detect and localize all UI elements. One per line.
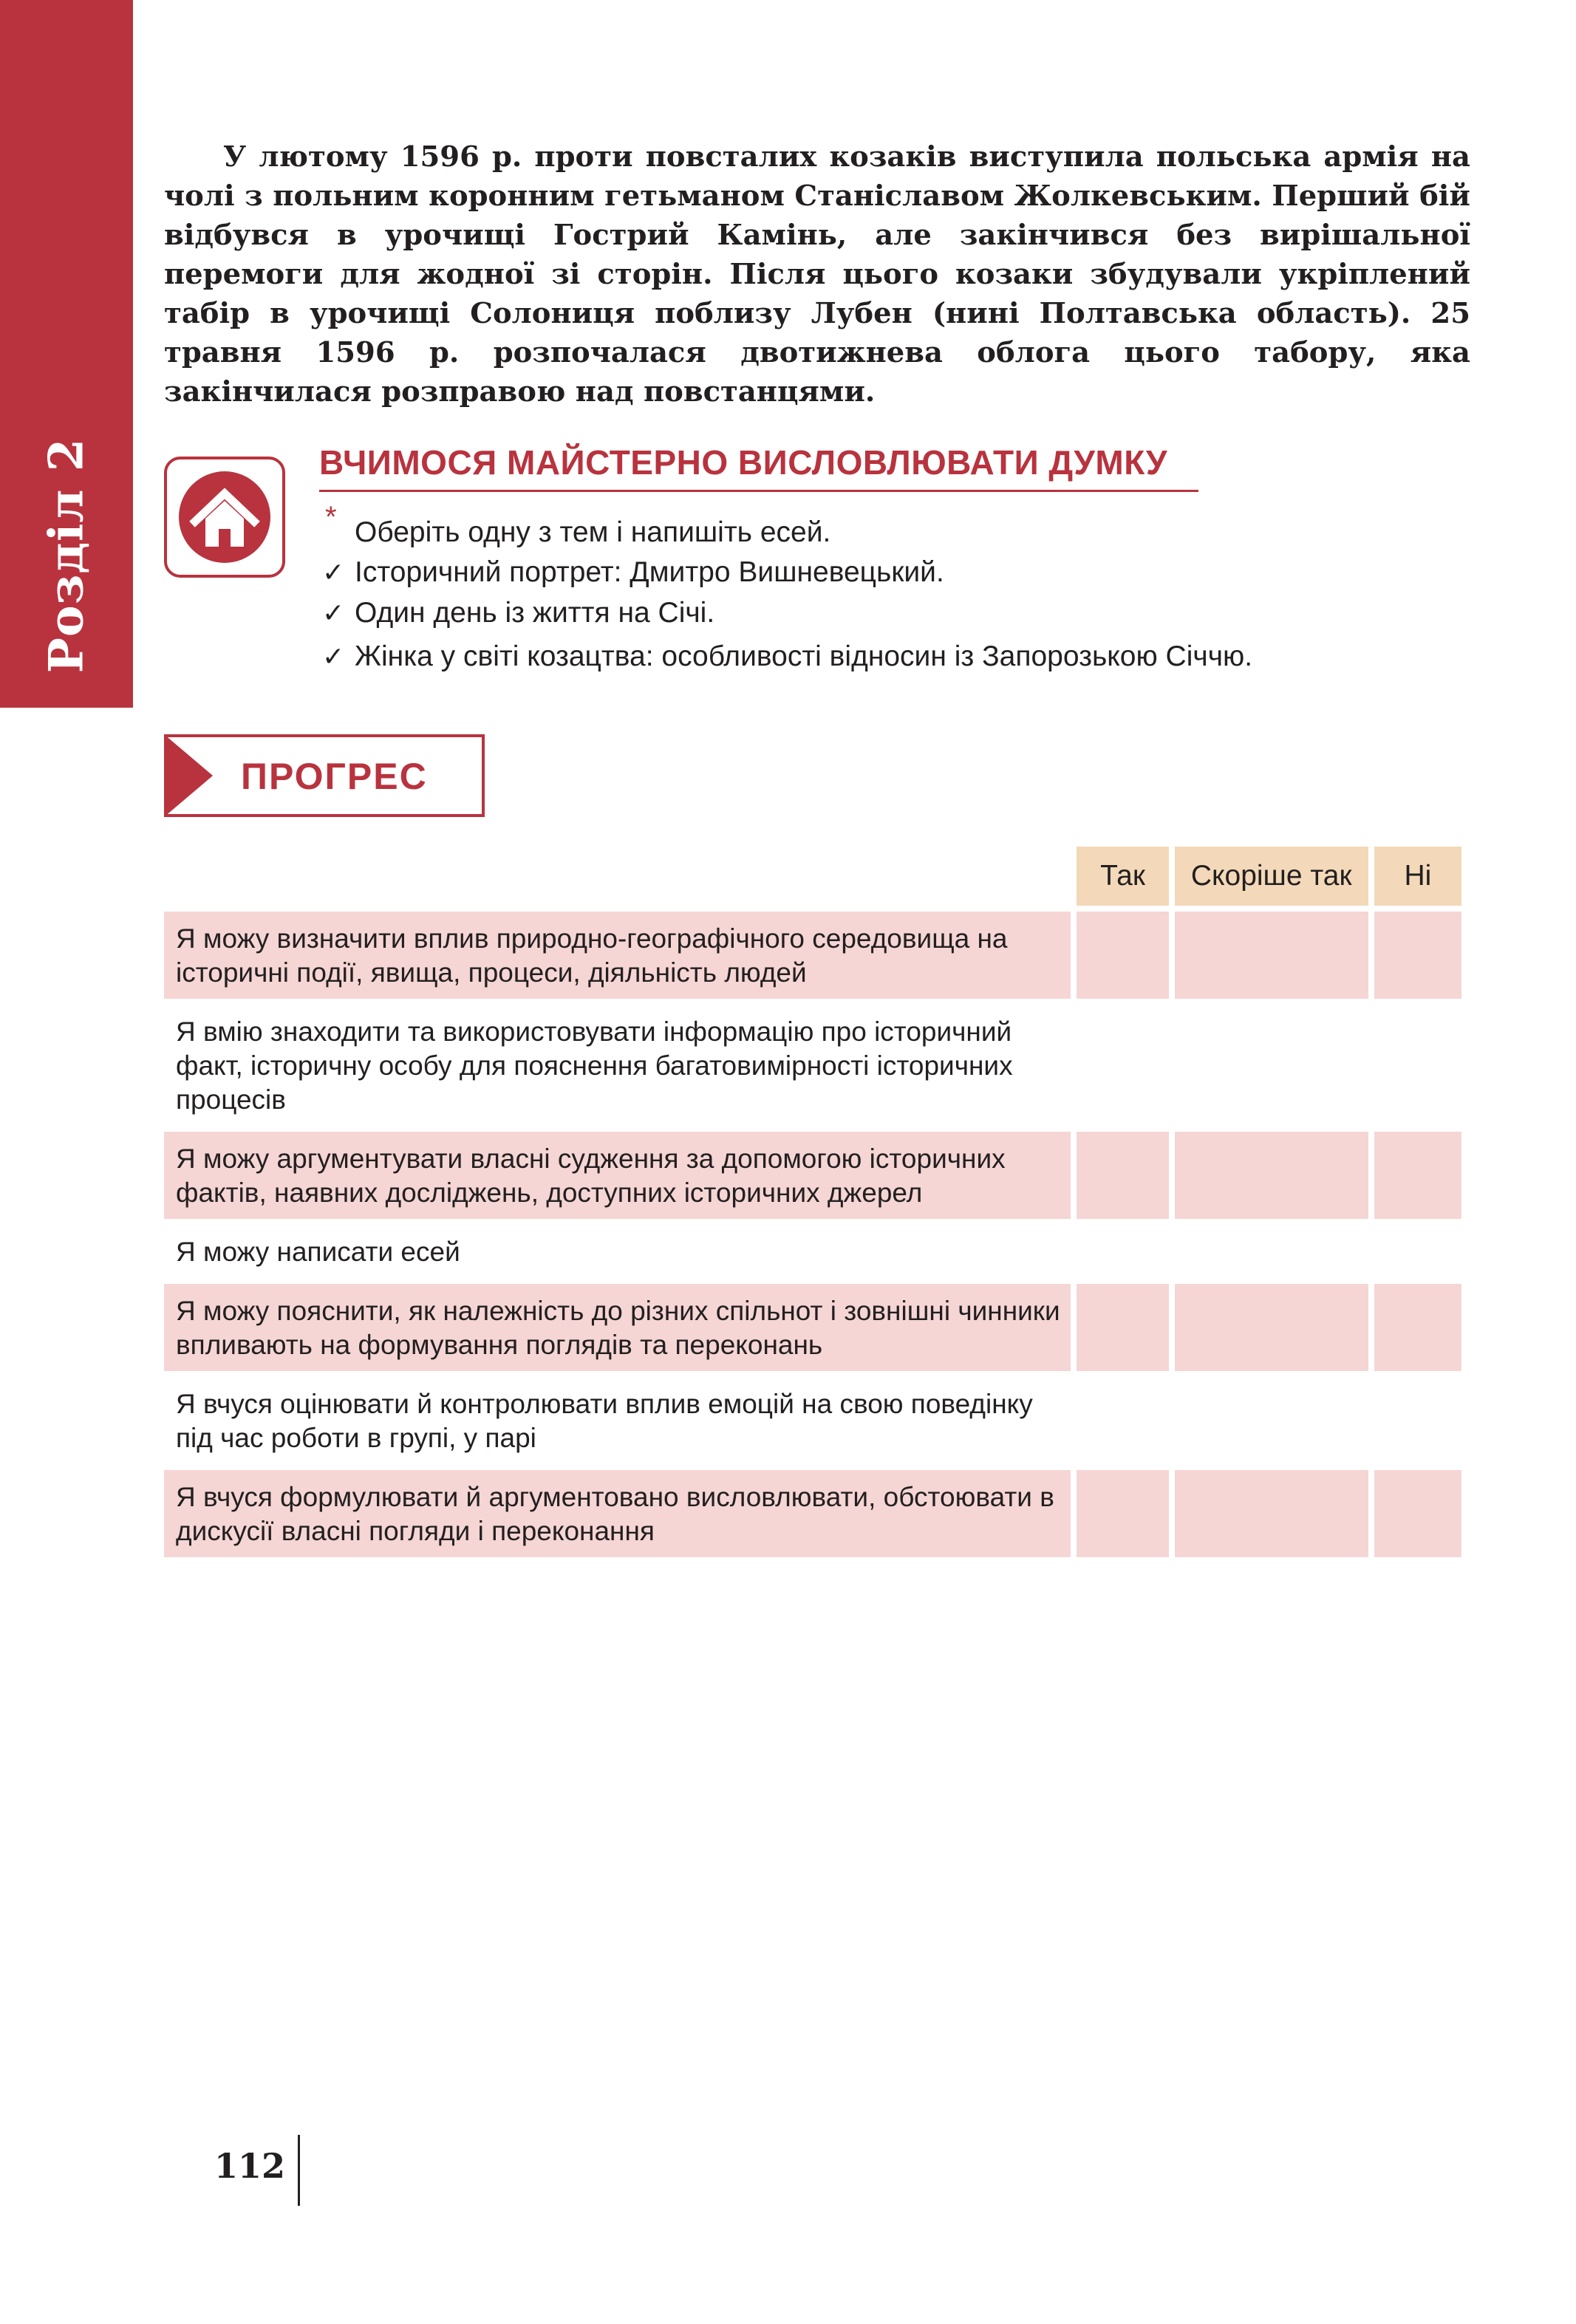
mark-cell-rather-yes[interactable] (1175, 1005, 1368, 1126)
mark-cell-no[interactable] (1374, 912, 1461, 999)
statement-cell: Я можу пояснити, як належність до різних спільнот і зовнішні чинники впливають на формування поглядів та переконань (164, 1284, 1071, 1371)
mark-cell-no[interactable] (1374, 1470, 1461, 1557)
essay-topic (322, 593, 714, 633)
essay-divider (319, 490, 1198, 492)
checkmark-icon: ✓ (322, 598, 345, 628)
progress-title: ПРОГРЕС (241, 756, 428, 797)
mark-cell-yes[interactable] (1077, 1470, 1168, 1557)
statement-cell: Я можу визначити вплив природно-географічного середовища на історичні події, явища, процеси, діяльність людей (164, 912, 1071, 999)
mark-cell-yes[interactable] (1077, 912, 1168, 999)
mark-cell-no[interactable] (1374, 1377, 1461, 1464)
table-row (164, 1470, 1461, 1557)
table-row (164, 1005, 1461, 1126)
table-row (164, 1132, 1461, 1219)
essay-heading: ВЧИМОСЯ МАЙСТЕРНО ВИСЛОВЛЮВАТИ ДУМКУ (319, 443, 1168, 482)
table-header-blank (164, 847, 1071, 906)
mark-cell-rather-yes[interactable] (1175, 1470, 1368, 1557)
mark-cell-rather-yes[interactable] (1175, 912, 1368, 999)
home-icon-graphic (167, 459, 282, 575)
table-row (164, 1377, 1461, 1464)
statement-cell: Я можу написати есей (164, 1225, 1071, 1278)
progress-table (158, 841, 1467, 1563)
essay-topic-text: Один день із життя на Січі. (355, 597, 715, 629)
mark-cell-yes[interactable] (1077, 1005, 1168, 1126)
mark-cell-yes[interactable] (1077, 1377, 1168, 1464)
table-row (164, 912, 1461, 999)
essay-topic-text: Жінка у світі козацтва: особливості відносин із Запорозькою Січчю. (355, 640, 1253, 672)
page-number: 112 (214, 2146, 286, 2186)
home-icon (164, 457, 285, 578)
progress-header (164, 734, 485, 817)
chapter-tab (0, 0, 133, 708)
table-row (164, 1225, 1461, 1278)
mark-cell-rather-yes[interactable] (1175, 1284, 1368, 1371)
column-header-yes: Так (1077, 847, 1168, 906)
statement-cell: Я можу аргументувати власні судження за допомогою історичних фактів, наявних досліджень, доступних історичних джерел (164, 1132, 1071, 1219)
mark-cell-no[interactable] (1374, 1225, 1461, 1278)
column-header-no: Ні (1374, 847, 1461, 906)
essay-topic (322, 637, 1252, 677)
star-icon: * (325, 501, 337, 533)
table-row (164, 1284, 1461, 1371)
mark-cell-yes[interactable] (1077, 1225, 1168, 1278)
arrow-right-icon (164, 734, 213, 817)
essay-topic (322, 553, 944, 592)
mark-cell-rather-yes[interactable] (1175, 1132, 1368, 1219)
mark-cell-no[interactable] (1374, 1132, 1461, 1219)
mark-cell-rather-yes[interactable] (1175, 1225, 1368, 1278)
essay-task: Оберіть одну з тем і напишіть есей. (355, 516, 831, 548)
statement-cell: Я вчуся формулювати й аргументовано висловлювати, обстоювати в дискусії власні погляди і переконання (164, 1470, 1071, 1557)
table-header-row (164, 847, 1461, 906)
statement-cell: Я вмію знаходити та використовувати інформацію про історичний факт, історичну особу для пояснення багатовимірності історичних процесів (164, 1005, 1071, 1126)
mark-cell-rather-yes[interactable] (1175, 1377, 1368, 1464)
mark-cell-yes[interactable] (1077, 1132, 1168, 1219)
chapter-label: Розділ 2 (38, 437, 95, 674)
checkmark-icon: ✓ (322, 641, 345, 671)
intro-paragraph: У лютому 1596 р. проти повсталих козаків виступила польська армія на чолі з польним коронним гетьманом Станіславом Жолкевським. Перший бій відбувся в урочищі Гострий Камінь, але закінчився без вирішальної перемоги для жодної зі сторін. Після цього козаки збудували укріплений табір в урочищі Солониця поблизу Лубен (нині Полтавська область). 25 травня 1596 р. розпочалася двотижнева облога цього табору, яка закінчилася розправою над повстанцями. (164, 140, 1470, 409)
checkmark-icon: ✓ (322, 557, 345, 587)
mark-cell-no[interactable] (1374, 1284, 1461, 1371)
column-header-rather-yes: Скоріше так (1175, 847, 1368, 906)
mark-cell-yes[interactable] (1077, 1284, 1168, 1371)
page-number-divider (298, 2135, 300, 2206)
statement-cell: Я вчуся оцінювати й контролювати вплив емоцій на свою поведінку під час роботи в групі, у парі (164, 1377, 1071, 1464)
mark-cell-no[interactable] (1374, 1005, 1461, 1126)
essay-topic-text: Історичний портрет: Дмитро Вишневецький. (355, 556, 944, 588)
